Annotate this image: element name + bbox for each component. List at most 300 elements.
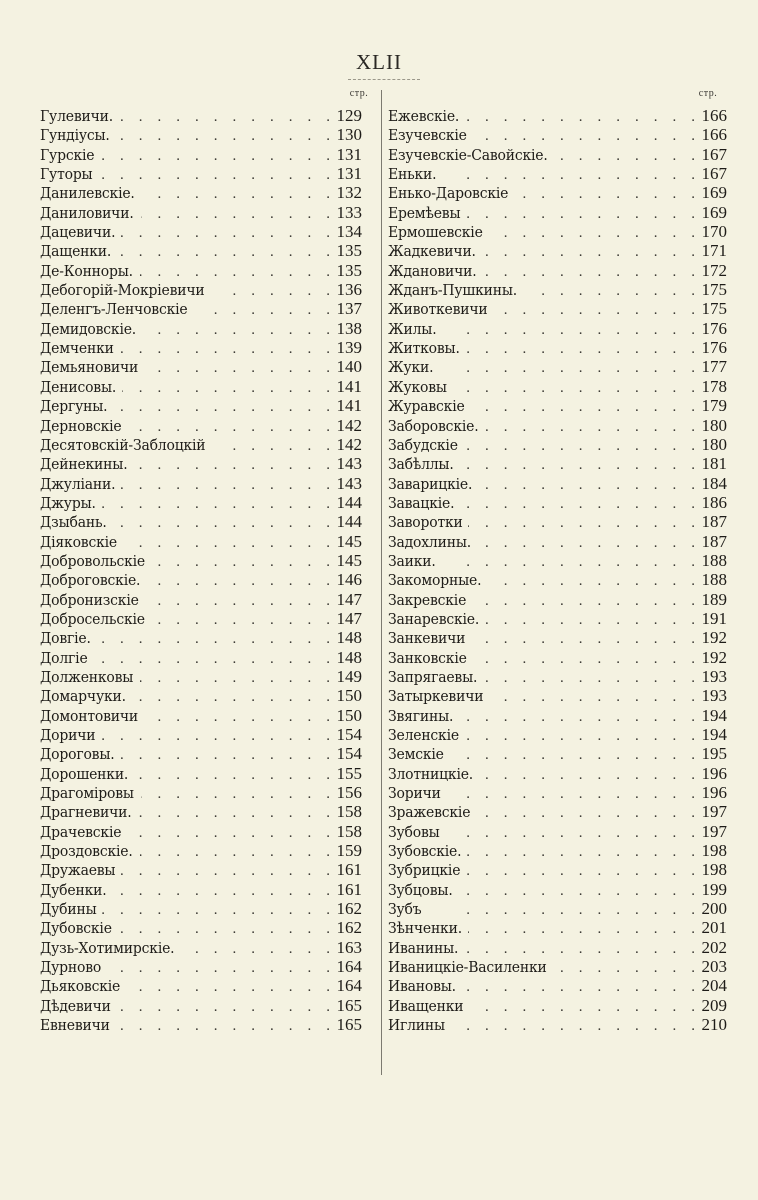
entry-page-number: 189 [701, 589, 727, 609]
index-entry [40, 628, 362, 647]
dot-leader [134, 456, 330, 475]
entry-page-number: 186 [701, 492, 727, 512]
index-entry [388, 918, 727, 937]
entry-page-number: 194 [701, 705, 727, 725]
index-entry [388, 164, 727, 183]
dot-leader [121, 862, 330, 881]
dot-leader [467, 843, 695, 862]
index-entry [40, 609, 362, 628]
entry-name: Занаревскіе. [388, 609, 480, 628]
index-entry [388, 512, 727, 531]
index-entry [388, 648, 727, 667]
index-entry [388, 145, 727, 164]
index-entry [40, 880, 362, 899]
entry-page-number: 196 [701, 783, 727, 803]
dot-leader [459, 495, 695, 514]
entry-page-number: 147 [336, 608, 362, 628]
dot-leader [443, 824, 695, 843]
dot-leader [142, 185, 330, 204]
index-entry [388, 532, 727, 551]
entry-name: Гуторы [40, 165, 93, 184]
dot-leader [185, 940, 330, 959]
index-entry [40, 299, 362, 318]
entry-name: Дузь-Хотимирскіе. [40, 938, 175, 957]
entry-page-number: 147 [336, 589, 362, 609]
index-entry [388, 686, 727, 705]
entry-name: Занковскіе [388, 648, 467, 667]
entry-name: Житковы. [388, 339, 460, 358]
dot-leader [120, 746, 330, 765]
entry-page-number: 169 [701, 183, 727, 203]
dot-leader [465, 108, 696, 127]
dot-leader [485, 418, 695, 437]
entry-name: Зражевскіе [388, 803, 471, 822]
index-entry [388, 822, 727, 841]
index-entry [40, 764, 362, 783]
entry-page-number: 162 [336, 918, 362, 938]
entry-name: Дащенки. [40, 242, 112, 261]
entry-page-number: 140 [336, 357, 362, 377]
dot-leader [199, 301, 330, 320]
dot-leader [466, 205, 695, 224]
dot-leader [140, 263, 330, 282]
entry-name: Довгіе. [40, 629, 91, 648]
entry-name: Звягины. [388, 706, 454, 725]
entry-name: Зеленскіе [388, 726, 459, 744]
dot-leader [146, 592, 330, 611]
dot-leader [119, 340, 330, 359]
index-entry [388, 802, 727, 821]
entry-page-number: 148 [336, 628, 362, 648]
index-entry [388, 667, 727, 686]
dot-leader [140, 843, 330, 862]
dot-leader [559, 959, 695, 978]
entry-page-number: 161 [336, 860, 362, 880]
index-entry [388, 474, 727, 493]
entry-name: Зоричи [388, 784, 441, 803]
dot-leader [517, 185, 695, 204]
entry-name: Дейнекины. [40, 455, 128, 474]
index-entry [388, 493, 727, 512]
index-entry [388, 261, 727, 280]
index-entry [388, 725, 727, 744]
entry-name: Дурново [40, 958, 102, 977]
entry-page-number: 178 [701, 376, 727, 396]
dot-leader [445, 785, 695, 804]
index-entry [40, 338, 362, 357]
entry-page-number: 162 [336, 899, 362, 919]
entry-page-number: 154 [336, 725, 362, 744]
dot-leader [117, 920, 330, 939]
index-entry [388, 416, 727, 435]
dot-leader [132, 688, 330, 707]
dot-leader [463, 437, 695, 456]
index-entry [40, 241, 362, 260]
dot-leader [479, 476, 695, 495]
index-entry [388, 976, 727, 995]
entry-page-number: 166 [701, 106, 727, 125]
index-entry [40, 474, 362, 493]
entry-page-number: 176 [701, 338, 727, 358]
index-entry [40, 396, 362, 415]
entry-page-number: 159 [336, 841, 362, 861]
index-entry [388, 377, 727, 396]
dot-leader [466, 862, 695, 881]
dot-leader [217, 282, 330, 301]
dot-leader [126, 978, 330, 997]
index-entry [388, 590, 727, 609]
index-entry [388, 551, 727, 570]
entry-name: Заики. [388, 551, 436, 570]
index-entry [388, 241, 727, 260]
index-entry [40, 164, 362, 183]
entry-name: Зубъ [388, 900, 422, 919]
entry-name: Денисовы. [40, 377, 117, 396]
dot-leader [95, 630, 330, 649]
entry-name: Десятовскій-Заблоцкій [40, 435, 206, 454]
dot-leader [449, 1017, 695, 1036]
entry-name: Зубовы [388, 822, 440, 841]
dot-leader [464, 727, 695, 746]
index-entry [388, 299, 727, 318]
dot-leader [560, 147, 695, 166]
entry-name: Ждановичи. [388, 261, 477, 280]
dot-leader [484, 669, 695, 688]
index-entry [388, 609, 727, 628]
entry-name: Журавскіе [388, 397, 465, 416]
index-entry [40, 996, 362, 1015]
entry-name: Дубенки. [40, 880, 107, 899]
dot-leader [122, 379, 330, 398]
entry-page-number: 165 [336, 1015, 362, 1035]
index-entry [388, 880, 727, 899]
dot-leader [128, 418, 330, 437]
dot-leader [146, 359, 330, 378]
entry-name: Заборовскіе. [388, 416, 479, 435]
index-entry [40, 802, 362, 821]
index-entry [40, 377, 362, 396]
dot-leader [465, 340, 695, 359]
entry-name: Дроздовскіе. [40, 842, 133, 861]
entry-name: Зѣнченки. [388, 919, 462, 938]
entry-page-number: 131 [336, 144, 362, 164]
entry-name: Зубовскіе. [388, 842, 462, 861]
index-entry [388, 338, 727, 357]
entry-name: Еньки. [388, 165, 437, 184]
entry-name: Долгіе [40, 648, 88, 667]
index-entry [40, 899, 362, 918]
index-entry [40, 106, 362, 125]
index-entry [40, 744, 362, 763]
index-entry [388, 957, 727, 976]
entry-page-number: 141 [336, 396, 362, 416]
entry-page-number: 198 [701, 860, 727, 880]
dot-leader [96, 166, 330, 185]
entry-name: Гурскіе [40, 145, 95, 164]
index-entry [388, 357, 727, 376]
entry-name: Дѣдевичи [40, 996, 111, 1015]
entry-page-number: 210 [701, 1015, 727, 1035]
entry-name: Даниловичи. [40, 203, 134, 222]
entry-page-number: 138 [336, 318, 362, 338]
entry-page-number: 202 [701, 937, 727, 957]
entry-page-number: 148 [336, 647, 362, 667]
entry-page-number: 131 [336, 164, 362, 184]
entry-name: Демченки [40, 339, 114, 358]
dot-leader [127, 824, 330, 843]
entry-page-number: 181 [701, 454, 727, 474]
entry-name: Жуковы [388, 377, 447, 396]
entry-page-number: 197 [701, 802, 727, 822]
index-entry [40, 706, 362, 725]
index-entry [40, 570, 362, 589]
entry-page-number: 146 [336, 570, 362, 590]
dot-leader [479, 766, 695, 785]
entry-name: Дерновскіе [40, 416, 122, 435]
dot-leader [437, 359, 695, 378]
entry-name: Долженковы [40, 667, 134, 686]
dot-leader [91, 650, 330, 669]
entry-name: Занкевичи [388, 629, 466, 648]
entry-page-number: 144 [336, 492, 362, 512]
dot-leader [486, 611, 695, 630]
dot-leader [218, 437, 330, 456]
dot-leader [121, 476, 330, 495]
index-entry [40, 860, 362, 879]
entry-name: Деленгъ-Ленчовскіе [40, 300, 188, 319]
entry-name: Добронизскіе [40, 590, 139, 609]
entry-page-number: 192 [701, 628, 727, 648]
dot-leader [451, 379, 695, 398]
index-entry [40, 319, 362, 338]
dot-leader [116, 998, 330, 1017]
dot-leader [143, 321, 330, 340]
entry-name: Демьяновичи [40, 358, 139, 377]
entry-page-number: 197 [701, 821, 727, 841]
entry-name: Домарчуки. [40, 687, 126, 706]
entry-page-number: 149 [336, 666, 362, 686]
index-entry [388, 570, 727, 589]
entry-name: Иваницкіе-Василенки [388, 958, 547, 977]
entry-name: Ивановы. [388, 977, 456, 996]
dot-leader [473, 650, 695, 669]
entry-name: Иглины [388, 1016, 445, 1035]
entry-page-number: 137 [336, 299, 362, 319]
entry-page-number: 192 [701, 647, 727, 667]
dot-leader [115, 127, 330, 146]
index-entry [40, 145, 362, 164]
entry-page-number: 135 [336, 260, 362, 280]
entry-page-number: 139 [336, 338, 362, 358]
dot-leader [457, 882, 695, 901]
page-number: XLII [356, 50, 402, 74]
entry-page-number: 164 [336, 957, 362, 977]
column-header-right: стр. [698, 88, 718, 99]
index-entry [388, 319, 727, 338]
entry-page-number: 196 [701, 763, 727, 783]
entry-page-number: 166 [701, 125, 727, 145]
index-entry [40, 686, 362, 705]
index-entry [388, 841, 727, 860]
index-entry [40, 280, 362, 299]
entry-name: Гулевичи. [40, 107, 114, 125]
entry-name: Ежевскіе. [388, 107, 460, 125]
dot-leader [468, 514, 695, 533]
index-entry [388, 183, 727, 202]
entry-name: Дьяковскіе [40, 977, 121, 996]
dot-leader [424, 901, 695, 920]
index-entry [40, 203, 362, 222]
index-entry [40, 957, 362, 976]
index-entry [388, 222, 727, 241]
entry-name: Дороговы. [40, 745, 115, 764]
dot-leader [491, 688, 695, 707]
entry-page-number: 193 [701, 666, 727, 686]
entry-page-number: 198 [701, 841, 727, 861]
dot-leader [101, 901, 330, 920]
dot-leader [483, 263, 695, 282]
index-entry [388, 706, 727, 725]
dot-leader [448, 746, 695, 765]
dot-leader [112, 398, 330, 417]
entry-page-number: 145 [336, 550, 362, 570]
index-entry [40, 435, 362, 454]
entry-page-number: 150 [336, 686, 362, 706]
entry-name: Жилы. [388, 319, 437, 338]
index-column-left [40, 106, 362, 1035]
entry-name: Доброговскіе. [40, 571, 141, 590]
index-entry [388, 860, 727, 879]
entry-name: Дорошенки. [40, 764, 129, 783]
entry-page-number: 171 [701, 241, 727, 261]
entry-name: Дружаевы [40, 861, 116, 880]
entry-name: Добросельскіе [40, 609, 145, 628]
entry-name: Дацевичи. [40, 223, 116, 242]
dot-leader [153, 553, 330, 572]
entry-page-number: 193 [701, 686, 727, 706]
entry-page-number: 158 [336, 821, 362, 841]
dot-leader [469, 998, 695, 1017]
entry-name: Гундіусы. [40, 126, 110, 145]
entry-name: Задохлины. [388, 532, 472, 551]
entry-name: Заварицкіе. [388, 474, 473, 493]
index-entry [388, 106, 727, 125]
index-entry [40, 454, 362, 473]
dot-leader [488, 572, 695, 591]
entry-name: Дергуны. [40, 397, 108, 416]
entry-name: Еремѣевы [388, 203, 461, 222]
entry-page-number: 188 [701, 570, 727, 590]
dot-leader [117, 243, 331, 262]
entry-name: Иванины. [388, 938, 459, 957]
index-entry [40, 222, 362, 241]
entry-page-number: 184 [701, 473, 727, 493]
entry-page-number: 134 [336, 222, 362, 242]
column-header-left: стр. [349, 88, 369, 99]
index-entry [40, 590, 362, 609]
index-entry [388, 396, 727, 415]
dot-leader [141, 205, 330, 224]
index-entry [388, 435, 727, 454]
dot-leader [153, 611, 330, 630]
dot-leader [119, 108, 331, 127]
entry-name: Закревскіе [388, 590, 467, 609]
entry-page-number: 158 [336, 802, 362, 822]
entry-name: Затыркевичи [388, 687, 484, 706]
entry-page-number: 195 [701, 744, 727, 764]
index-entry [388, 454, 727, 473]
entry-name: Джуры. [40, 493, 96, 512]
entry-name: Доричи [40, 726, 96, 744]
index-entry [40, 822, 362, 841]
entry-name: Добровольскіе [40, 551, 146, 570]
index-entry [40, 493, 362, 512]
index-entry [40, 416, 362, 435]
entry-page-number: 130 [336, 125, 362, 145]
entry-name: Евневичи [40, 1016, 110, 1035]
entry-page-number: 199 [701, 879, 727, 899]
entry-name: Драчевскіе [40, 822, 122, 841]
dot-leader [138, 804, 330, 823]
entry-name: Езучевскіе-Савойскіе. [388, 145, 548, 164]
dot-leader [100, 727, 330, 746]
entry-page-number: 133 [336, 202, 362, 222]
entry-page-number: 180 [701, 434, 727, 454]
entry-page-number: 143 [336, 473, 362, 493]
index-entry [388, 1015, 727, 1034]
entry-name: Жадкевичи. [388, 242, 476, 261]
entry-name: Дубины [40, 900, 97, 919]
index-entry [40, 783, 362, 802]
entry-page-number: 167 [701, 144, 727, 164]
entry-page-number: 129 [336, 106, 362, 125]
entry-name: Діяковскіе [40, 532, 117, 551]
dot-leader [458, 708, 695, 727]
entry-name: Драгоміровы [40, 784, 134, 803]
index-entry [388, 125, 727, 144]
index-entry [40, 183, 362, 202]
entry-page-number: 188 [701, 550, 727, 570]
entry-page-number: 167 [701, 164, 727, 184]
entry-page-number: 156 [336, 783, 362, 803]
entry-page-number: 136 [336, 280, 362, 300]
entry-page-number: 143 [336, 454, 362, 474]
entry-page-number: 154 [336, 744, 362, 764]
index-entry [40, 125, 362, 144]
entry-page-number: 177 [701, 357, 727, 377]
entry-page-number: 135 [336, 241, 362, 261]
dot-leader [439, 553, 695, 572]
index-entry [40, 725, 362, 744]
entry-name: Джуліани. [40, 474, 116, 493]
entry-page-number: 201 [701, 918, 727, 938]
entry-page-number: 175 [701, 280, 727, 300]
dot-leader [115, 1017, 330, 1036]
entry-name: Зубцовы. [388, 880, 453, 899]
entry-name: Дзыбань. [40, 513, 107, 532]
entry-name: Иващенки [388, 996, 464, 1015]
entry-page-number: 180 [701, 415, 727, 435]
index-entry [388, 744, 727, 763]
index-entry [40, 841, 362, 860]
dot-leader [464, 940, 695, 959]
entry-name: Езучевскіе [388, 126, 467, 145]
dot-leader [141, 785, 330, 804]
entry-page-number: 203 [701, 957, 727, 977]
dot-leader [468, 920, 695, 939]
index-entry [40, 261, 362, 280]
dot-leader [121, 224, 330, 243]
